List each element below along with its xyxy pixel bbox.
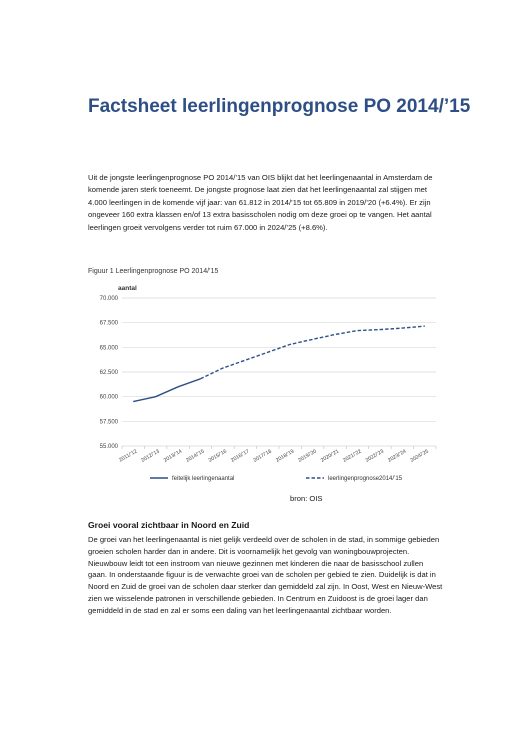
page-title: Factsheet leerlingenprognose PO 2014/’15 — [88, 96, 471, 117]
legend-label: feitelijk leerlingenaantal — [172, 476, 235, 482]
x-tick-label: 2014/’15 — [185, 448, 206, 464]
x-tick-label: 2012/’13 — [140, 448, 161, 464]
y-tick-label: 55.000 — [99, 444, 118, 450]
y-tick-label: 57.500 — [99, 419, 118, 426]
x-tick-label: 2017/’18 — [252, 448, 273, 464]
intro-paragraph: Uit de jongste leerlingenprognose PO 2014/’15 van OIS blijkt dat het leerlingenaantal in Amsterdam de komende jaren sterk toeneemt. De jongste prognose laat zien dat het leerlingenaantal zal stijgen met 4.000 leerlingen in de komende vijf jaar: van 61.812 in 2014/’15 tot 65.809 in 2019/’20 (+6.4%). Er zijn ongeveer 160 extra klassen en/of 13 extra basisscholen nodig om deze groei op te vangen. Het aantal leerlingen groeit vervolgens verder tot ruim 67.000 in 2024/’25 (+8.6%). — [88, 173, 433, 232]
legend-label: leerlingenprognose2014/’15 — [328, 476, 403, 482]
x-tick-label: 2013/’14 — [162, 448, 184, 464]
x-tick-label: 2019/’20 — [297, 448, 318, 464]
source-note: bron: OIS — [290, 494, 323, 503]
x-tick-label: 2022/’23 — [364, 448, 385, 464]
x-tick-label: 2015/’16 — [207, 448, 228, 464]
x-tick-label: 2011/’12 — [118, 448, 139, 464]
figure-caption: Figuur 1 Leerlingenprognose PO 2014/’15 — [88, 268, 219, 275]
x-tick-label: 2018/’19 — [274, 448, 296, 464]
y-axis-label: aantal — [118, 285, 137, 292]
x-tick-label: 2016/’17 — [230, 448, 251, 464]
x-tick-label: 2024/’25 — [409, 448, 430, 464]
line-chart — [84, 280, 454, 492]
x-tick-label: 2020/’21 — [319, 448, 341, 464]
y-tick-label: 62.500 — [99, 370, 118, 376]
series-line-actual — [133, 379, 200, 402]
series-line-forecast — [201, 326, 425, 379]
section-heading: Groei vooral zichtbaar in Noord en Zuid — [88, 520, 250, 530]
y-tick-label: 67.500 — [99, 320, 118, 327]
y-tick-label: 65.000 — [99, 345, 118, 352]
y-tick-label: 70.000 — [99, 296, 118, 302]
section-body: De groei van het leerlingenaantal is niet gelijk verdeeld over de scholen in de stad, in sommige gebieden groeien scholen harder dan in andere. Dit is voornamelijk het gevolg van woningbouwprojecten. Nieuwbouw leidt tot een instroom van nieuwe gezinnen met kinderen die naar de basisschool zullen gaan. In onderstaande figuur is de verwachte groei van de scholen per gebied te zien. Duidelijk is dat in Noord en Zuid de groei van de scholen daar sterker dan gemiddeld zal zijn. In Oost, West en Nieuw-West zien we wisselende patronen in verschillende gebieden. In Centrum en Zuidoost is de groei lager dan gemiddeld in de stad en zal er soms een daling van het leerlingenaantal zichtbaar worden. — [88, 535, 443, 615]
y-tick-label: 60.000 — [99, 394, 118, 401]
x-tick-label: 2021/’22 — [342, 448, 363, 464]
x-tick-label: 2023/’24 — [387, 448, 408, 464]
